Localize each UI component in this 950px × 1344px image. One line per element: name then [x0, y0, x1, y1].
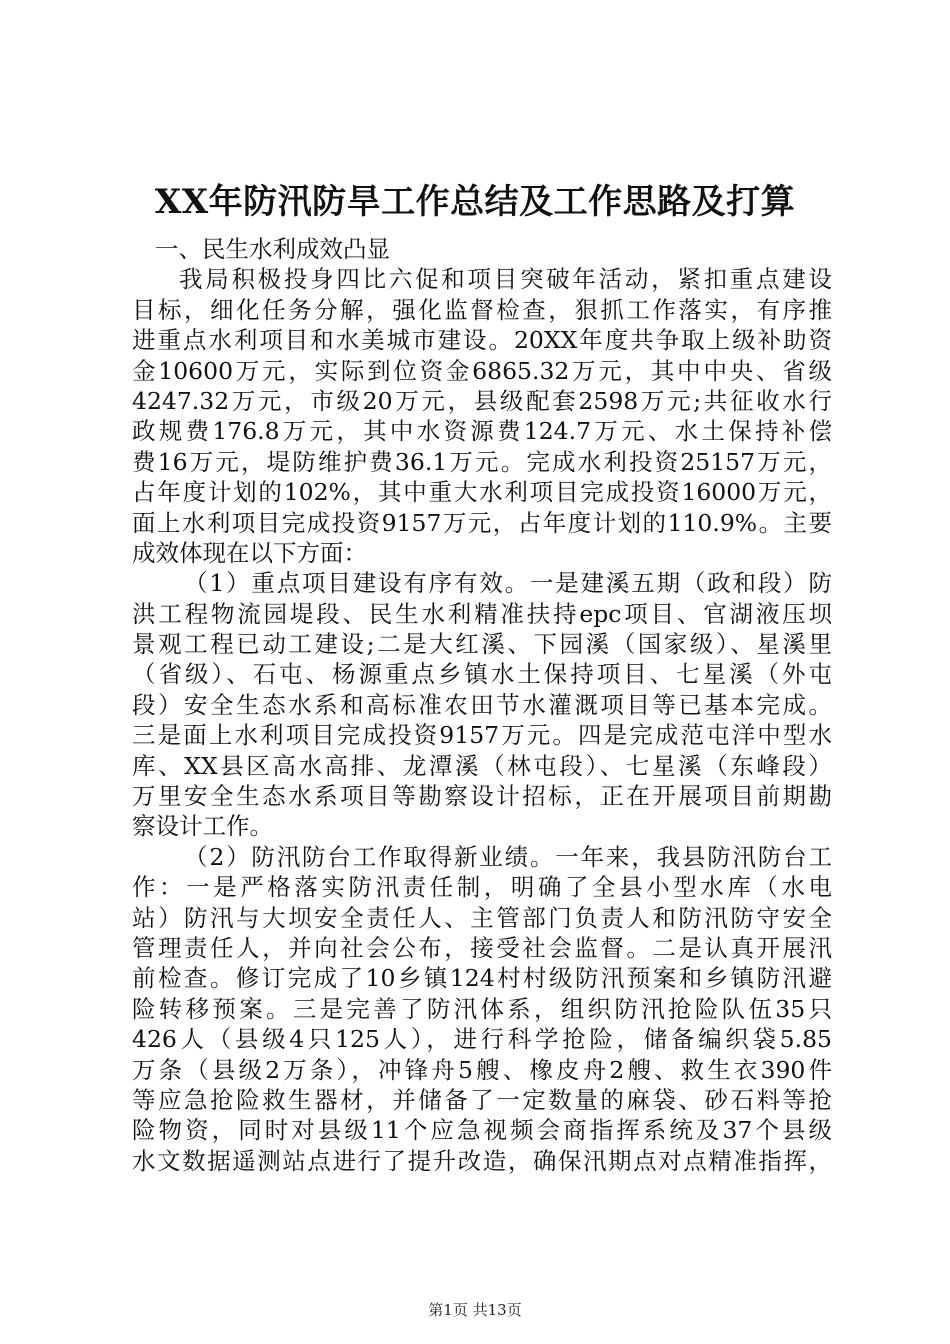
body-line: 4247.32万元，市级20万元，县级配套2598万元;共征收水行 — [132, 386, 832, 415]
body-line: 成效体现在以下方面： — [132, 538, 367, 567]
body-line: 金10600万元，实际到位资金6865.32万元，其中中央、省级 — [132, 356, 832, 385]
body-line: 段）安全生态水系和高标准农田节水灌溉项目等已基本完成。 — [132, 690, 832, 719]
document-title: XX年防汛防旱工作总结及工作思路及打算 — [154, 182, 796, 222]
body-line: 一、民生水利成效凸显 — [155, 235, 390, 263]
body-line: 政规费176.8万元，其中水资源费124.7万元、水土保持补偿 — [132, 417, 832, 446]
body-line: 目标，细化任务分解，强化监督检查，狠抓工作落实，有序推 — [132, 295, 832, 324]
body-line: （1）重点项目建设有序有效。一是建溪五期（政和段）防 — [184, 569, 832, 598]
body-line: 库、XX县区高水高排、龙潭溪（林屯段）、七星溪（东峰段） — [132, 751, 832, 780]
body-line: 万条（县级2万条），冲锋舟5艘、橡皮舟2艘、救生衣390件 — [132, 1055, 832, 1084]
body-line: 占年度计划的102%，其中重大水利项目完成投资16000万元， — [132, 478, 832, 507]
body-line: （省级）、石屯、杨源重点乡镇水土保持项目、七星溪（外屯 — [132, 660, 832, 689]
body-line: 站）防汛与大坝安全责任人、主管部门负责人和防汛防守安全 — [132, 903, 832, 932]
body-line: 作：一是严格落实防汛责任制，明确了全县小型水库（水电 — [132, 873, 832, 902]
body-line: 三是面上水利项目完成投资9157万元。四是完成范屯洋中型水 — [132, 721, 832, 750]
body-line: 面上水利项目完成投资9157万元，占年度计划的110.9%。主要 — [132, 508, 832, 537]
body-line: 进重点水利项目和水美城市建设。20XX年度共争取上级补助资 — [132, 326, 832, 355]
body-line: 险转移预案。三是完善了防汛体系，组织防汛抢险队伍35只 — [132, 994, 832, 1023]
body-line: 水文数据遥测站点进行了提升改造，确保汛期点对点精准指挥， — [132, 1146, 832, 1175]
page-footer: 第1页 共13页 — [428, 1301, 522, 1319]
body-line: 万里安全生态水系项目等勘察设计招标，正在开展项目前期勘 — [132, 782, 832, 811]
body-line: 费16万元，堤防维护费36.1万元。完成水利投资25157万元， — [132, 447, 832, 476]
body-line: 洪工程物流园堤段、民生水利精准扶持epc项目、官湖液压坝 — [132, 599, 832, 628]
body-line: 景观工程已动工建设;二是大红溪、下园溪（国家级）、星溪里 — [132, 630, 832, 659]
body-line: 管理责任人，并向社会公布，接受社会监督。二是认真开展汛 — [132, 933, 832, 962]
body-line: 我局积极投身四比六促和项目突破年活动，紧扣重点建设 — [179, 265, 832, 294]
body-line: （2）防汛防台工作取得新业绩。一年来，我县防汛防台工 — [184, 842, 832, 871]
body-line: 426人（县级4只125人），进行科学抢险，储备编织袋5.85 — [132, 1025, 832, 1054]
body-line: 前检查。修订完成了10乡镇124村村级防汛预案和乡镇防汛避 — [132, 964, 832, 993]
document-body — [132, 234, 832, 1176]
body-line: 等应急抢险救生器材，并储备了一定数量的麻袋、砂石料等抢 — [132, 1085, 832, 1114]
body-line: 察设计工作。 — [132, 812, 273, 841]
body-line: 险物资，同时对县级11个应急视频会商指挥系统及37个县级 — [132, 1116, 832, 1145]
